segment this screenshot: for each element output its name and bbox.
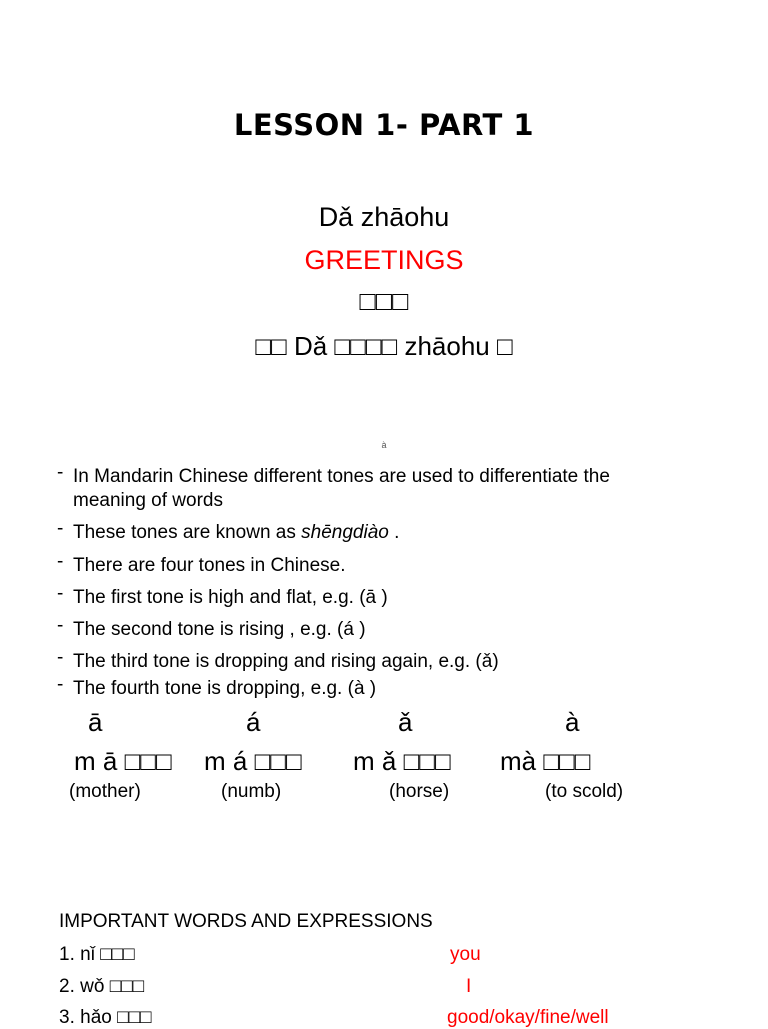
tone-syllable-fourth: mà □□□ (500, 746, 591, 776)
gloss-horse: (horse) (389, 781, 450, 802)
tone-syllable-first: m ā □□□ (74, 746, 172, 776)
bullet-dash: - (57, 615, 64, 636)
bullet-dash: - (57, 674, 64, 695)
bullet-text-end: . (388, 522, 400, 543)
bullet-text: The second tone is rising , e.g. (á ) (73, 619, 366, 640)
section-heading: IMPORTANT WORDS AND EXPRESSIONS (59, 911, 433, 932)
vocab-term: 3. hǎo □□□ (59, 1007, 152, 1028)
vocab-meaning: I (466, 976, 472, 997)
tone-mark-third: ǎ (398, 707, 413, 737)
tiny-mark: à (381, 440, 387, 450)
tone-mark-second: á (246, 707, 261, 737)
bullet-text: There are four tones in Chinese. (73, 555, 346, 576)
bullet-term-shengdiao: shēngdiào (301, 522, 389, 543)
bullet-dash: - (57, 583, 64, 604)
vocab-term: 2. wǒ □□□ (59, 976, 145, 997)
title-breakdown: □□ Dǎ □□□□ zhāohu □ (255, 331, 513, 361)
tone-mark-fourth: à (565, 707, 580, 737)
bullet-text: In Mandarin Chinese different tones are used to differentiate the (73, 466, 610, 487)
page-title: LESSON 1- PART 1 (233, 108, 535, 142)
gloss-to-scold: (to scold) (545, 781, 624, 802)
bullet-dash: - (57, 518, 64, 539)
tone-syllable-second: m á □□□ (204, 746, 302, 776)
bullet-text: The first tone is high and flat, e.g. (ā ) (73, 587, 388, 608)
tone-mark-first: ā (88, 707, 103, 737)
gloss-mother: (mother) (69, 781, 141, 802)
vocab-meaning: good/okay/fine/well (447, 1007, 609, 1028)
gloss-numb: (numb) (221, 781, 282, 802)
bullet-dash: - (57, 551, 64, 572)
vocab-meaning: you (450, 944, 481, 965)
bullet-text: The third tone is dropping and rising again, e.g. (ǎ) (73, 651, 499, 672)
bullet-dash: - (57, 647, 64, 668)
bullet-text: The fourth tone is dropping, e.g. (à ) (73, 678, 377, 699)
bullet-dash: - (57, 462, 64, 483)
tone-syllable-third: m ǎ □□□ (353, 746, 451, 776)
lesson-english-title: GREETINGS (304, 245, 464, 275)
bullet-text: These tones are known as (73, 522, 302, 543)
bullet-text-continued: meaning of words (73, 490, 223, 511)
vocab-term: 1. nǐ □□□ (59, 944, 135, 965)
lesson-pinyin-title: Dǎ zhāohu (318, 202, 450, 232)
lesson-hanzi-title: □□□ (359, 286, 409, 316)
